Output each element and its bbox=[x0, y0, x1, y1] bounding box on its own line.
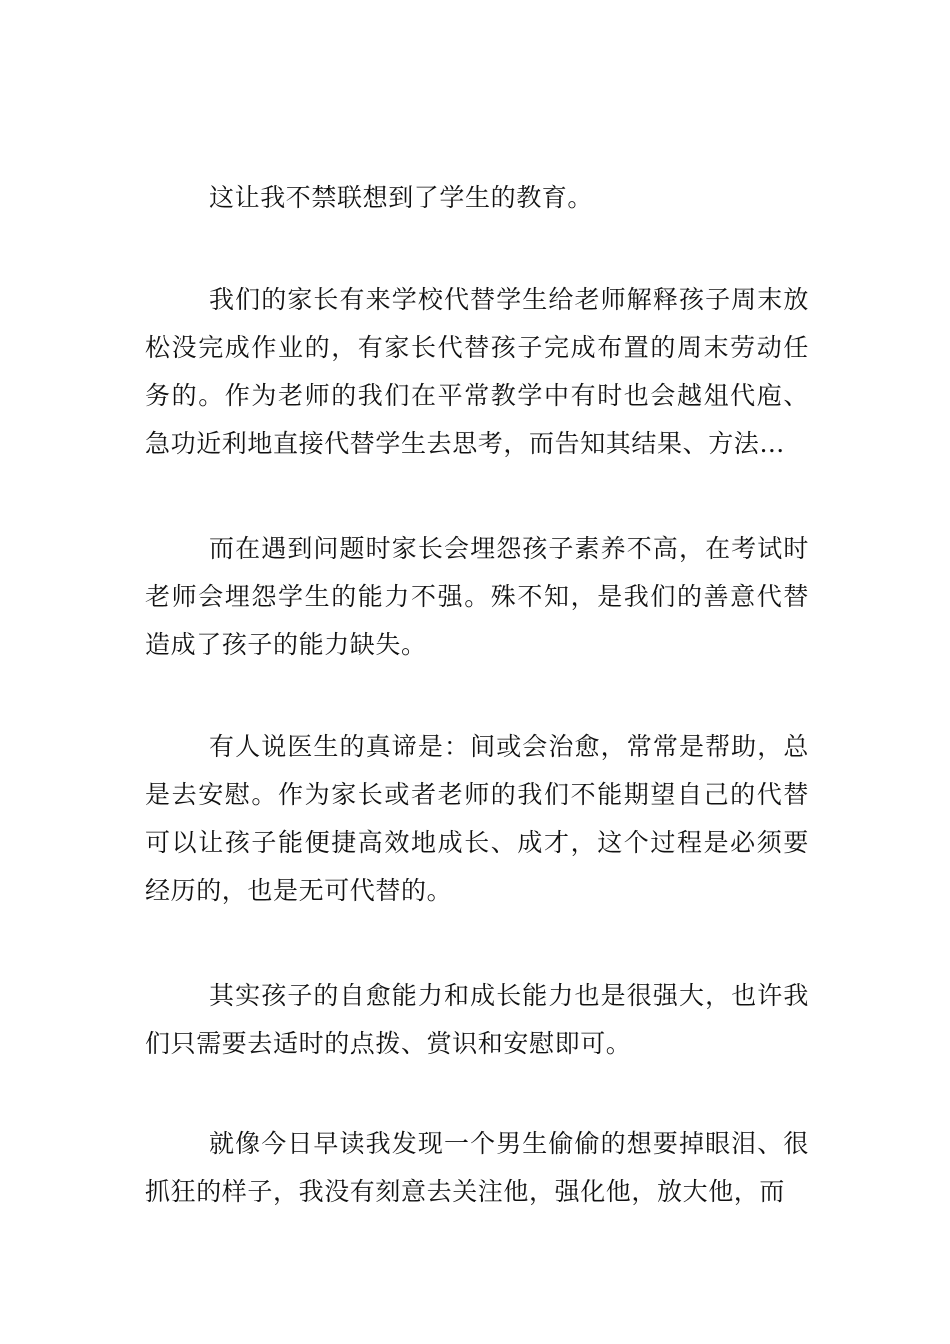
paragraph-4: 有人说医生的真谛是：间或会治愈，常常是帮助，总是去安慰。作为家长或者老师的我们不能期望自己的代替可以让孩子能便捷高效地成长、成才，这个过程是必须要经历的，也是无可代替的。 bbox=[145, 732, 809, 905]
paragraph-3: 而在遇到问题时家长会埋怨孩子素养不高，在考试时老师会埋怨学生的能力不强。殊不知，是我们的善意代替造成了孩子的能力缺失。 bbox=[145, 534, 809, 659]
paragraph-1: 这让我不禁联想到了学生的教育。 bbox=[209, 183, 594, 212]
paragraph-5: 其实孩子的自愈能力和成长能力也是很强大，也许我们只需要去适时的点拨、赏识和安慰即可。 bbox=[145, 981, 809, 1058]
paragraph-2: 我们的家长有来学校代替学生给老师解释孩子周末放松没完成作业的，有家长代替孩子完成布置的周末劳动任务的。作为老师的我们在平常教学中有时也会越俎代庖、急功近利地直接代替学生去思考，而告知其结果、方法… bbox=[145, 285, 809, 458]
paragraph-6: 就像今日早读我发现一个男生偷偷的想要掉眼泪、很抓狂的样子，我没有刻意去关注他，强化他，放大他，而 bbox=[145, 1129, 809, 1206]
